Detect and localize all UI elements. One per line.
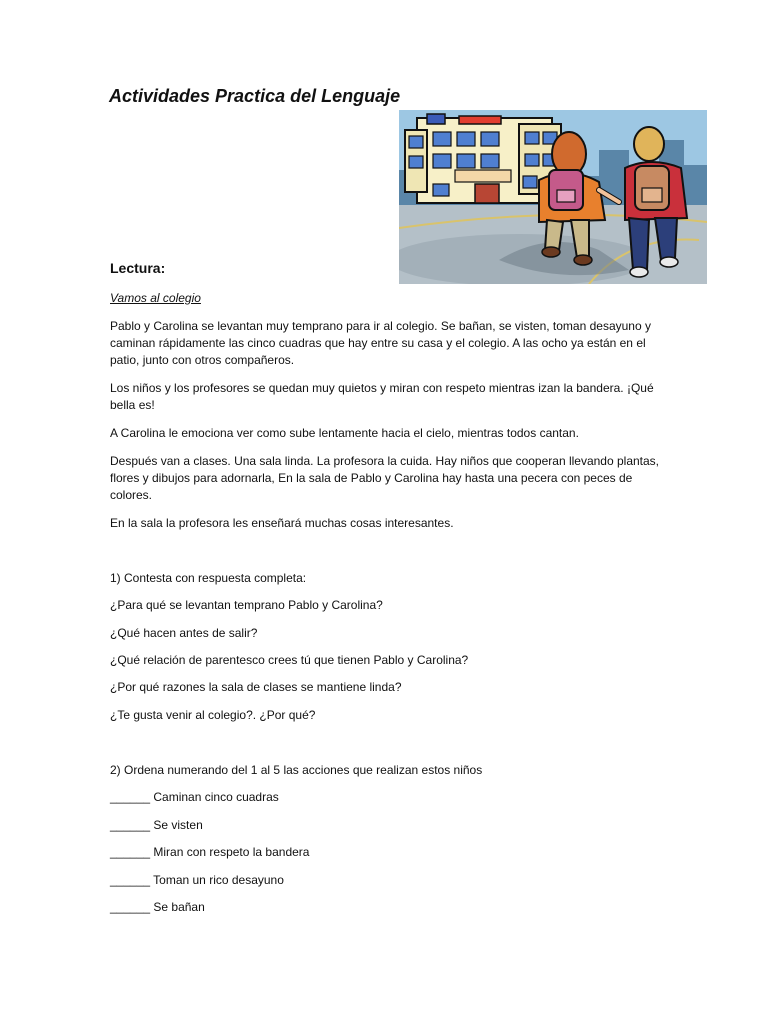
document-title: Actividades Practica del Lenguaje (109, 86, 401, 106)
question-item: ¿Para qué se levantan temprano Pablo y Carolina? (110, 598, 383, 612)
illustration-svg (399, 110, 707, 284)
children-going-to-school-illustration (399, 110, 707, 284)
ordering-item: ______ Toman un rico desayuno (110, 873, 284, 887)
question-item: ¿Qué relación de parentesco crees tú que tienen Pablo y Carolina? (110, 653, 469, 667)
question-item: ¿Qué hacen antes de salir? (110, 626, 258, 640)
paragraph: Pablo y Carolina se levantan muy temprano para ir al colegio. Se bañan, se visten, toman desayuno y caminan rápidamente las cinco cuadras que hay entre su casa y el colegio. A las ocho ya están en el patio, junto con otros compañeros. (110, 319, 651, 367)
reading-title: Vamos al colegio (110, 291, 201, 305)
ordering-item: ______ Se visten (110, 818, 203, 832)
ordering-item: ______ Caminan cinco cuadras (110, 790, 279, 804)
paragraph: Los niños y los profesores se quedan muy quietos y miran con respeto mientras izan la bandera. ¡Qué bella es! (110, 381, 654, 412)
question-item: ¿Te gusta venir al colegio?. ¿Por qué? (110, 708, 316, 722)
paragraph: Después van a clases. Una sala linda. La profesora la cuida. Hay niños que cooperan llevando plantas, flores y dibujos para adornarla, En la sala de Pablo y Carolina hay hasta una pecera con peces de colores. (110, 454, 660, 502)
exercise-2-heading: 2) Ordena numerando del 1 al 5 las acciones que realizan estos niños (110, 763, 483, 777)
paragraph: A Carolina le emociona ver como sube lentamente hacia el cielo, mientras todos cantan. (110, 426, 579, 440)
question-item: ¿Por qué razones la sala de clases se mantiene linda? (110, 680, 402, 694)
section-label: Lectura: (110, 260, 166, 276)
exercise-1-heading: 1) Contesta con respuesta completa: (110, 571, 307, 585)
paragraph: En la sala la profesora les enseñará muchas cosas interesantes. (110, 516, 454, 530)
ordering-item: ______ Miran con respeto la bandera (110, 845, 310, 859)
ordering-item: ______ Se bañan (110, 900, 205, 914)
